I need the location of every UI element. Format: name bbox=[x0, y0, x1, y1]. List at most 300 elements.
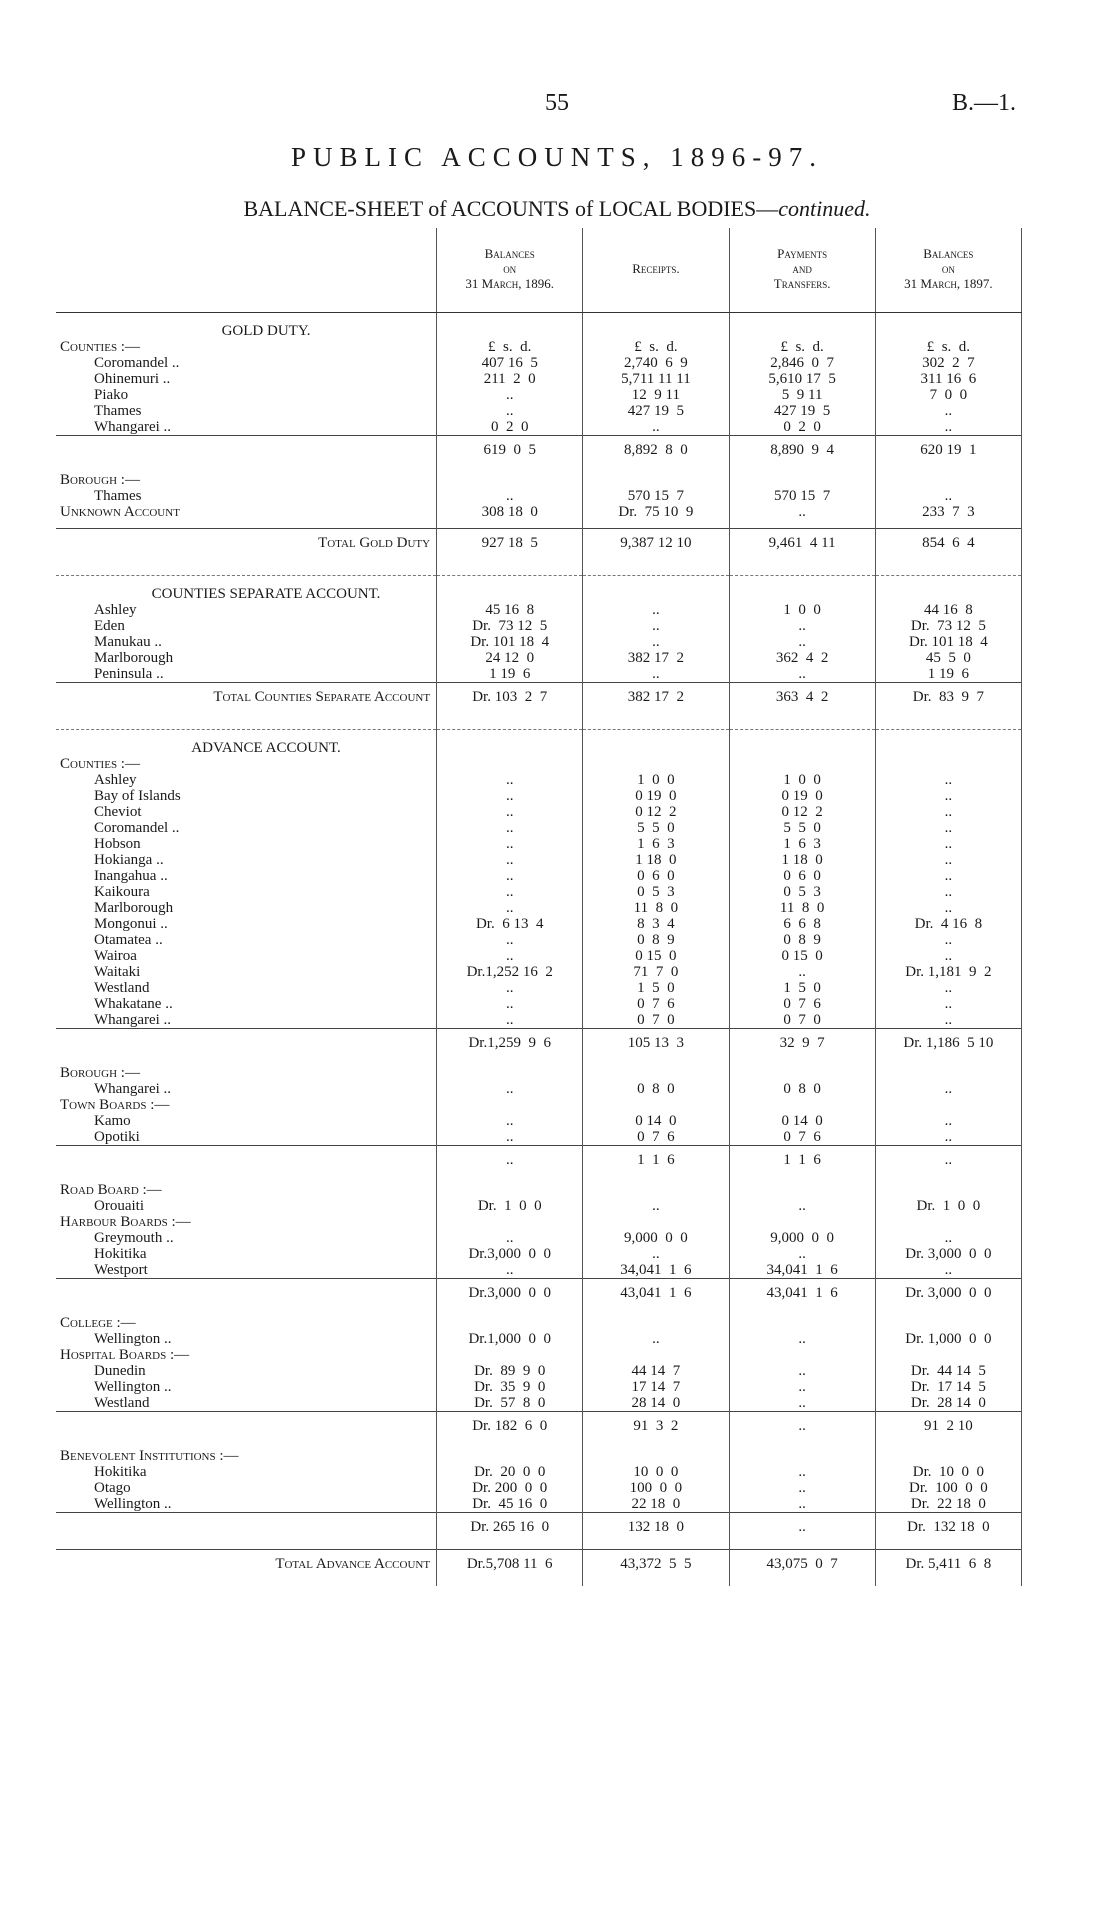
receipts-cell: 44 14 7 bbox=[583, 1363, 729, 1379]
row-label-text: Kamo bbox=[94, 1113, 131, 1129]
table-row bbox=[56, 419, 1022, 436]
gap-cell bbox=[729, 520, 875, 529]
row-label-text: Westland bbox=[94, 1395, 150, 1411]
balance-1896-cell: .. bbox=[437, 820, 583, 836]
payments-cell: .. bbox=[729, 1480, 875, 1496]
table-row bbox=[56, 1113, 1022, 1129]
payments-cell: 5 9 11 bbox=[729, 387, 875, 403]
balance-1896-cell: .. bbox=[437, 996, 583, 1012]
row-label-text: Westland bbox=[94, 980, 150, 996]
row-label bbox=[56, 1081, 437, 1097]
balance-1897-cell: Dr. 22 18 0 bbox=[875, 1496, 1021, 1513]
row-label-text: Thames bbox=[94, 403, 142, 419]
table-row bbox=[56, 1331, 1022, 1347]
balance-1897-cell: .. bbox=[875, 980, 1021, 996]
balance-1896-cell bbox=[437, 313, 583, 340]
receipts-cell: 0 14 0 bbox=[583, 1113, 729, 1129]
payments-cell: .. bbox=[729, 1331, 875, 1347]
row-label bbox=[56, 980, 437, 996]
separator-cell bbox=[56, 719, 437, 730]
gap-cell bbox=[583, 1174, 729, 1182]
row-label bbox=[56, 387, 437, 403]
gap-cell bbox=[875, 1578, 1021, 1586]
row-label bbox=[56, 804, 437, 820]
balance-1896-cell: 927 18 5 bbox=[437, 529, 583, 558]
balance-1897-cell: .. bbox=[875, 488, 1021, 504]
balance-1896-cell: .. bbox=[437, 852, 583, 868]
balance-1897-cell: 45 5 0 bbox=[875, 650, 1021, 666]
row-gap bbox=[56, 1440, 1022, 1448]
row-label bbox=[56, 436, 437, 465]
table-row bbox=[56, 618, 1022, 634]
header-line: Balances bbox=[484, 246, 535, 261]
row-label bbox=[56, 419, 437, 436]
table-row bbox=[56, 932, 1022, 948]
gap-cell bbox=[729, 1057, 875, 1065]
row-label bbox=[56, 884, 437, 900]
balance-1897-cell: .. bbox=[875, 419, 1021, 436]
gap-cell bbox=[875, 464, 1021, 472]
header-payments bbox=[729, 228, 875, 313]
gap-cell bbox=[437, 464, 583, 472]
receipts-cell: 0 12 2 bbox=[583, 804, 729, 820]
balance-1897-cell bbox=[875, 1448, 1021, 1464]
balance-1897-cell: .. bbox=[875, 1230, 1021, 1246]
balance-1896-cell: Dr.1,252 16 2 bbox=[437, 964, 583, 980]
row-label-text: Coromandel .. bbox=[94, 820, 180, 836]
row-label bbox=[56, 504, 437, 520]
row-label-text: Wairoa bbox=[94, 948, 137, 964]
group-heading-row bbox=[56, 1315, 1022, 1331]
row-label bbox=[56, 1395, 437, 1412]
receipts-cell: .. bbox=[583, 1246, 729, 1262]
receipts-cell: 9,387 12 10 bbox=[583, 529, 729, 558]
payments-cell: 6 6 8 bbox=[729, 916, 875, 932]
balance-1896-cell bbox=[437, 1097, 583, 1113]
header-line: 31 March, 1896. bbox=[465, 276, 554, 291]
payments-cell bbox=[729, 1182, 875, 1198]
group-heading-row bbox=[56, 1065, 1022, 1081]
table-row bbox=[56, 868, 1022, 884]
payments-cell bbox=[729, 1315, 875, 1331]
gap-cell bbox=[437, 557, 583, 565]
row-label-text: Total Advance Account bbox=[275, 1556, 431, 1572]
receipts-cell: 5,711 11 11 bbox=[583, 371, 729, 387]
table-row bbox=[56, 772, 1022, 788]
row-label-text: Waitaki bbox=[94, 964, 141, 980]
balance-1897-cell: .. bbox=[875, 1113, 1021, 1129]
balance-1896-cell: Dr.3,000 0 0 bbox=[437, 1279, 583, 1308]
payments-cell: 32 9 7 bbox=[729, 1029, 875, 1058]
receipts-cell: 427 19 5 bbox=[583, 403, 729, 419]
payments-cell: £ s. d. bbox=[729, 339, 875, 355]
gap-cell bbox=[56, 1174, 437, 1182]
payments-cell: 0 7 6 bbox=[729, 1129, 875, 1146]
balance-1897-cell: .. bbox=[875, 1129, 1021, 1146]
row-label-text: Borough :— bbox=[60, 1065, 140, 1081]
balance-1897-cell: 302 2 7 bbox=[875, 355, 1021, 371]
receipts-cell: 100 0 0 bbox=[583, 1480, 729, 1496]
balance-1896-cell: Dr. 103 2 7 bbox=[437, 683, 583, 712]
payments-cell: 43,075 0 7 bbox=[729, 1550, 875, 1579]
receipts-cell: 0 7 6 bbox=[583, 1129, 729, 1146]
row-label bbox=[56, 1363, 437, 1379]
receipts-cell: 10 0 0 bbox=[583, 1464, 729, 1480]
payments-cell: 0 2 0 bbox=[729, 419, 875, 436]
receipts-cell: 9,000 0 0 bbox=[583, 1230, 729, 1246]
gap-cell bbox=[583, 1057, 729, 1065]
balance-1896-cell bbox=[437, 1214, 583, 1230]
table-row bbox=[56, 1230, 1022, 1246]
balance-1896-cell: .. bbox=[437, 1129, 583, 1146]
balance-1896-cell: Dr. 101 18 4 bbox=[437, 634, 583, 650]
row-label-text: Manukau .. bbox=[94, 634, 162, 650]
balance-1897-cell: 233 7 3 bbox=[875, 504, 1021, 520]
payments-cell: 362 4 2 bbox=[729, 650, 875, 666]
balance-1897-cell: Dr. 1,186 5 10 bbox=[875, 1029, 1021, 1058]
row-label bbox=[56, 1513, 437, 1542]
subtotal-row bbox=[56, 1513, 1022, 1542]
header-blank bbox=[56, 228, 437, 313]
receipts-cell bbox=[583, 1448, 729, 1464]
receipts-cell: 17 14 7 bbox=[583, 1379, 729, 1395]
balance-1897-cell: Dr. 132 18 0 bbox=[875, 1513, 1021, 1542]
payments-cell: 5,610 17 5 bbox=[729, 371, 875, 387]
receipts-cell bbox=[583, 576, 729, 603]
row-label bbox=[56, 1496, 437, 1513]
payments-cell: 363 4 2 bbox=[729, 683, 875, 712]
balance-1897-cell: .. bbox=[875, 932, 1021, 948]
balance-1896-cell: Dr. 57 8 0 bbox=[437, 1395, 583, 1412]
table-row bbox=[56, 1395, 1022, 1412]
balance-1896-cell: Dr. 89 9 0 bbox=[437, 1363, 583, 1379]
table-row bbox=[56, 804, 1022, 820]
balance-1896-cell: .. bbox=[437, 1230, 583, 1246]
table-row bbox=[56, 1379, 1022, 1395]
balance-1896-cell: Dr. 35 9 0 bbox=[437, 1379, 583, 1395]
balance-1897-cell: Dr. 83 9 7 bbox=[875, 683, 1021, 712]
balance-1896-cell: Dr.1,000 0 0 bbox=[437, 1331, 583, 1347]
subtotal-row bbox=[56, 1279, 1022, 1308]
separator-cell bbox=[729, 565, 875, 576]
payments-cell: 427 19 5 bbox=[729, 403, 875, 419]
row-label-text: Kaikoura bbox=[94, 884, 150, 900]
group-heading-row bbox=[56, 1182, 1022, 1198]
receipts-cell: .. bbox=[583, 602, 729, 618]
gap-cell bbox=[437, 711, 583, 719]
balance-1897-cell: 620 19 1 bbox=[875, 436, 1021, 465]
gap-cell bbox=[56, 1440, 437, 1448]
gap-cell bbox=[729, 557, 875, 565]
receipts-cell: 22 18 0 bbox=[583, 1496, 729, 1513]
balance-1897-cell: Dr. 1,000 0 0 bbox=[875, 1331, 1021, 1347]
row-label-text: Counties :— bbox=[60, 756, 140, 772]
row-label-text: Hokitika bbox=[94, 1246, 147, 1262]
payments-cell bbox=[729, 472, 875, 488]
payments-cell: .. bbox=[729, 1395, 875, 1412]
payments-cell bbox=[729, 1214, 875, 1230]
payments-cell: .. bbox=[729, 634, 875, 650]
balance-1897-cell: Dr. 100 0 0 bbox=[875, 1480, 1021, 1496]
balance-1897-cell: Dr. 1,181 9 2 bbox=[875, 964, 1021, 980]
balance-1896-cell: .. bbox=[437, 804, 583, 820]
row-label bbox=[56, 788, 437, 804]
row-label-text: COUNTIES SEPARATE ACCOUNT. bbox=[151, 586, 381, 602]
balance-1896-cell bbox=[437, 756, 583, 772]
table-row bbox=[56, 666, 1022, 683]
balance-1896-cell: 0 2 0 bbox=[437, 419, 583, 436]
table-row bbox=[56, 1262, 1022, 1279]
balance-1896-cell: .. bbox=[437, 403, 583, 419]
row-label-text: Eden bbox=[94, 618, 125, 634]
row-label bbox=[56, 529, 437, 558]
payments-cell: 570 15 7 bbox=[729, 488, 875, 504]
header-line: Payments bbox=[777, 246, 828, 261]
balance-1897-cell bbox=[875, 1214, 1021, 1230]
group-heading-row bbox=[56, 1347, 1022, 1363]
separator-cell bbox=[437, 565, 583, 576]
separator-cell bbox=[56, 565, 437, 576]
receipts-cell bbox=[583, 756, 729, 772]
balance-1897-cell: Dr. 101 18 4 bbox=[875, 634, 1021, 650]
group-heading-row bbox=[56, 1214, 1022, 1230]
receipts-cell: 0 5 3 bbox=[583, 884, 729, 900]
section-heading-row bbox=[56, 576, 1022, 603]
balance-1896-cell: .. bbox=[437, 772, 583, 788]
row-label-text: Dunedin bbox=[94, 1363, 146, 1379]
page-subtitle bbox=[0, 196, 1114, 222]
row-label-text: Otago bbox=[94, 1480, 131, 1496]
payments-cell: 1 0 0 bbox=[729, 602, 875, 618]
balance-1897-cell: .. bbox=[875, 403, 1021, 419]
row-label-text: Road Board :— bbox=[60, 1182, 162, 1198]
payments-cell: 0 15 0 bbox=[729, 948, 875, 964]
row-label bbox=[56, 618, 437, 634]
account-row bbox=[56, 504, 1022, 520]
receipts-cell: 28 14 0 bbox=[583, 1395, 729, 1412]
receipts-cell: 43,372 5 5 bbox=[583, 1550, 729, 1579]
balance-1897-cell: .. bbox=[875, 900, 1021, 916]
receipts-cell bbox=[583, 1065, 729, 1081]
receipts-cell: 0 8 9 bbox=[583, 932, 729, 948]
row-label bbox=[56, 355, 437, 371]
receipts-cell bbox=[583, 1097, 729, 1113]
gap-cell bbox=[583, 1541, 729, 1550]
subtotal-row bbox=[56, 436, 1022, 465]
receipts-cell: 382 17 2 bbox=[583, 683, 729, 712]
gap-cell bbox=[437, 1307, 583, 1315]
payments-cell: 0 7 6 bbox=[729, 996, 875, 1012]
balance-1896-cell: Dr. 6 13 4 bbox=[437, 916, 583, 932]
subtotal-row bbox=[56, 1412, 1022, 1441]
balance-1897-cell: .. bbox=[875, 1081, 1021, 1097]
balance-1897-cell: .. bbox=[875, 996, 1021, 1012]
gap-cell bbox=[56, 1307, 437, 1315]
payments-cell: 1 0 0 bbox=[729, 772, 875, 788]
balance-1897-cell: .. bbox=[875, 836, 1021, 852]
receipts-cell: 71 7 0 bbox=[583, 964, 729, 980]
receipts-cell: 8,892 8 0 bbox=[583, 436, 729, 465]
row-label-text: GOLD DUTY. bbox=[221, 323, 311, 339]
receipts-cell: 0 8 0 bbox=[583, 1081, 729, 1097]
balance-1897-cell bbox=[875, 472, 1021, 488]
balance-1896-cell: Dr. 182 6 0 bbox=[437, 1412, 583, 1441]
row-label bbox=[56, 488, 437, 504]
section-separator bbox=[56, 719, 1022, 730]
balance-1896-cell: 24 12 0 bbox=[437, 650, 583, 666]
gap-cell bbox=[729, 1541, 875, 1550]
balance-1896-cell bbox=[437, 1065, 583, 1081]
row-label-text: Total Counties Separate Account bbox=[213, 689, 431, 705]
balance-1896-cell: Dr. 73 12 5 bbox=[437, 618, 583, 634]
receipts-cell: £ s. d. bbox=[583, 339, 729, 355]
balance-1897-cell bbox=[875, 1315, 1021, 1331]
row-gap bbox=[56, 1541, 1022, 1550]
balance-1897-cell: Dr. 3,000 0 0 bbox=[875, 1246, 1021, 1262]
balance-1897-cell: Dr. 10 0 0 bbox=[875, 1464, 1021, 1480]
balance-1896-cell: 1 19 6 bbox=[437, 666, 583, 683]
payments-cell bbox=[729, 1065, 875, 1081]
payments-cell: .. bbox=[729, 1496, 875, 1513]
balance-1897-cell bbox=[875, 756, 1021, 772]
payments-cell bbox=[729, 1097, 875, 1113]
payments-cell: 1 6 3 bbox=[729, 836, 875, 852]
page-title: PUBLIC ACCOUNTS, 1896-97. bbox=[290, 142, 824, 172]
group-heading-row bbox=[56, 1448, 1022, 1464]
gap-cell bbox=[875, 520, 1021, 529]
balance-1896-cell bbox=[437, 472, 583, 488]
balance-1896-cell: 211 2 0 bbox=[437, 371, 583, 387]
subtotal-row bbox=[56, 1146, 1022, 1175]
table-row bbox=[56, 1496, 1022, 1513]
balance-1896-cell: .. bbox=[437, 1262, 583, 1279]
row-label-text: Mongonui .. bbox=[94, 916, 168, 932]
payments-cell: 11 8 0 bbox=[729, 900, 875, 916]
payments-cell: 8,890 9 4 bbox=[729, 436, 875, 465]
balance-1897-cell bbox=[875, 730, 1021, 757]
page-number: 55 bbox=[545, 90, 569, 116]
section-heading-row bbox=[56, 313, 1022, 340]
receipts-cell: 1 0 0 bbox=[583, 772, 729, 788]
payments-cell: .. bbox=[729, 504, 875, 520]
gap-cell bbox=[583, 557, 729, 565]
subtitle-continued: continued. bbox=[778, 196, 871, 221]
gap-cell bbox=[729, 1174, 875, 1182]
payments-cell bbox=[729, 313, 875, 340]
payments-cell: .. bbox=[729, 964, 875, 980]
balance-1896-cell bbox=[437, 576, 583, 603]
row-label bbox=[56, 1182, 437, 1198]
payments-cell: .. bbox=[729, 1412, 875, 1441]
row-label-text: Wellington .. bbox=[94, 1331, 172, 1347]
row-label bbox=[56, 602, 437, 618]
header-line: and bbox=[792, 261, 812, 276]
payments-cell: 0 6 0 bbox=[729, 868, 875, 884]
row-label-text: Ashley bbox=[94, 602, 137, 618]
total-row bbox=[56, 1550, 1022, 1579]
balance-1897-cell: Dr. 5,411 6 8 bbox=[875, 1550, 1021, 1579]
row-label-text: College :— bbox=[60, 1315, 136, 1331]
balance-1897-cell: .. bbox=[875, 868, 1021, 884]
row-label bbox=[56, 1279, 437, 1308]
table-row bbox=[56, 371, 1022, 387]
row-label-text: Marlborough bbox=[94, 900, 174, 916]
receipts-cell bbox=[583, 313, 729, 340]
balance-1896-cell: .. bbox=[437, 868, 583, 884]
balance-1896-cell bbox=[437, 1315, 583, 1331]
table-row bbox=[56, 650, 1022, 666]
row-label bbox=[56, 403, 437, 419]
balance-1896-cell: .. bbox=[437, 387, 583, 403]
balance-1897-cell: Dr. 44 14 5 bbox=[875, 1363, 1021, 1379]
row-label-text: Coromandel .. bbox=[94, 355, 180, 371]
header-line: Transfers. bbox=[773, 276, 831, 291]
row-label-text: Borough :— bbox=[60, 472, 140, 488]
balance-1897-cell: .. bbox=[875, 820, 1021, 836]
balance-1897-cell: Dr. 1 0 0 bbox=[875, 1198, 1021, 1214]
row-label bbox=[56, 1129, 437, 1146]
receipts-cell: 91 3 2 bbox=[583, 1412, 729, 1441]
receipts-cell: .. bbox=[583, 634, 729, 650]
header-line: 31 March, 1897. bbox=[904, 276, 993, 291]
page-reference: B.—1. bbox=[951, 90, 1016, 116]
receipts-cell: 1 1 6 bbox=[583, 1146, 729, 1175]
gap-cell bbox=[875, 1174, 1021, 1182]
row-gap bbox=[56, 1174, 1022, 1182]
row-label bbox=[56, 1113, 437, 1129]
balance-1896-cell: Dr. 1 0 0 bbox=[437, 1198, 583, 1214]
payments-cell: 1 18 0 bbox=[729, 852, 875, 868]
balance-1897-cell: 854 6 4 bbox=[875, 529, 1021, 558]
separator-cell bbox=[875, 719, 1021, 730]
balance-1897-cell: Dr. 73 12 5 bbox=[875, 618, 1021, 634]
row-label bbox=[56, 964, 437, 980]
payments-cell: 2,846 0 7 bbox=[729, 355, 875, 371]
row-label bbox=[56, 666, 437, 683]
row-label-text: Opotiki bbox=[94, 1129, 140, 1145]
section-heading-row bbox=[56, 730, 1022, 757]
row-label bbox=[56, 1315, 437, 1331]
gap-cell bbox=[583, 1440, 729, 1448]
row-label bbox=[56, 1262, 437, 1279]
payments-cell: .. bbox=[729, 618, 875, 634]
balance-1896-cell: Dr.1,259 9 6 bbox=[437, 1029, 583, 1058]
header-line: Receipts. bbox=[632, 261, 680, 276]
row-label bbox=[56, 339, 437, 355]
balance-1896-cell: .. bbox=[437, 488, 583, 504]
subtitle-main: BALANCE-SHEET of ACCOUNTS of LOCAL BODIES— bbox=[243, 196, 779, 221]
header-balances-1897 bbox=[875, 228, 1021, 313]
row-label-text: Unknown Account bbox=[60, 504, 180, 520]
table-header-row bbox=[56, 228, 1022, 313]
table-row bbox=[56, 996, 1022, 1012]
row-label bbox=[56, 1550, 437, 1579]
balance-1897-cell bbox=[875, 1347, 1021, 1363]
payments-cell: .. bbox=[729, 1198, 875, 1214]
gap-cell bbox=[729, 1440, 875, 1448]
receipts-cell bbox=[583, 472, 729, 488]
table-row bbox=[56, 836, 1022, 852]
balance-1897-cell: .. bbox=[875, 804, 1021, 820]
row-label bbox=[56, 1480, 437, 1496]
balance-1897-cell bbox=[875, 1097, 1021, 1113]
gap-cell bbox=[583, 464, 729, 472]
payments-cell: 0 8 9 bbox=[729, 932, 875, 948]
row-label bbox=[56, 1097, 437, 1113]
row-label bbox=[56, 313, 437, 340]
balance-1897-cell bbox=[875, 576, 1021, 603]
row-label-text: Greymouth .. bbox=[94, 1230, 174, 1246]
